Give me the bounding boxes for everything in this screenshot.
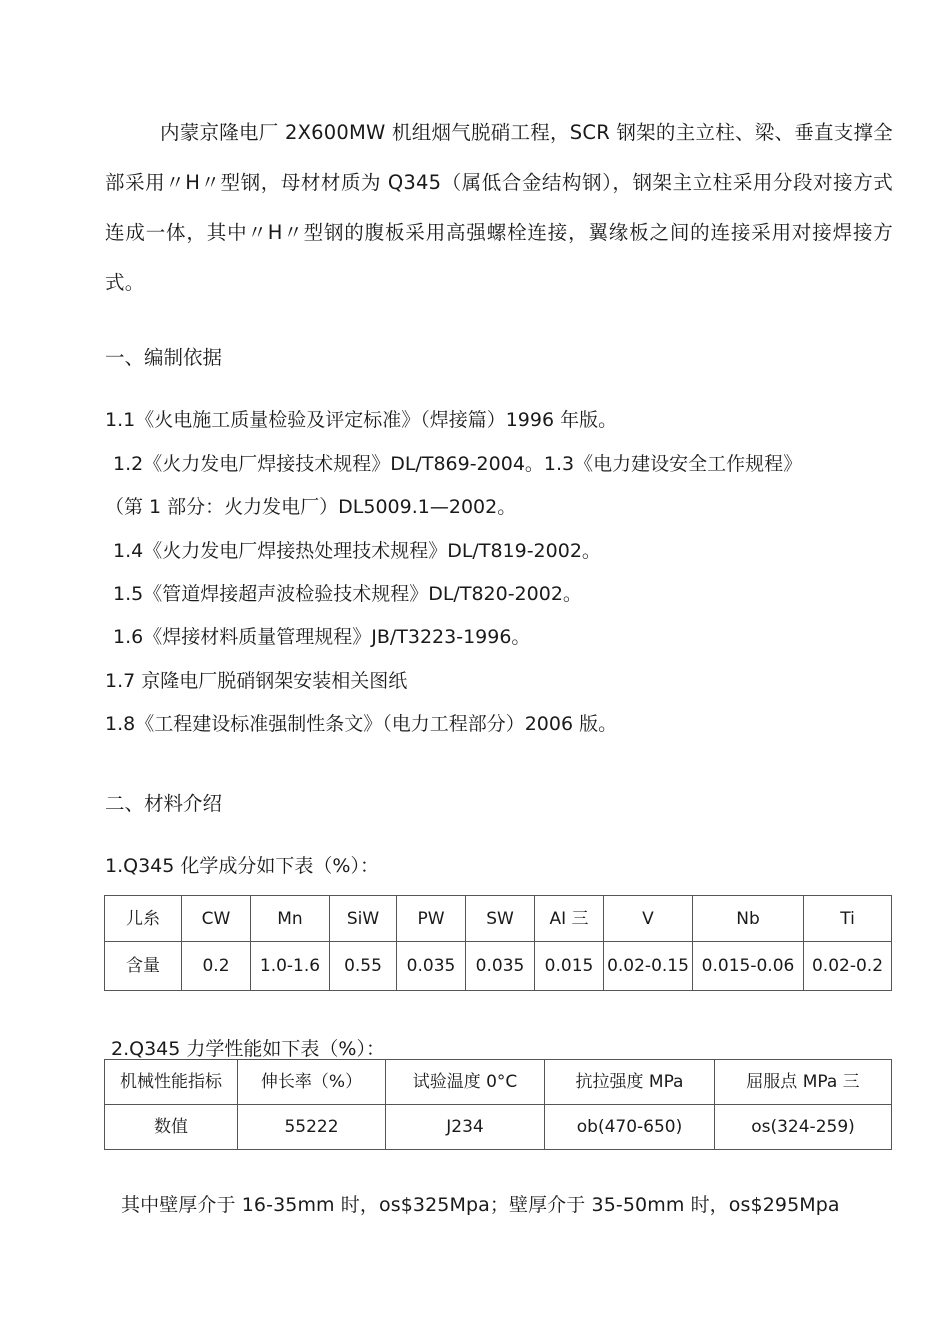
reference-item: 1.2《火力发电厂焊接技术规程》DL/T869-2004。1.3《电力建设安全工作规程》 — [113, 453, 803, 475]
table-cell: Ti — [804, 896, 892, 942]
table-cell: 含量 — [105, 942, 182, 991]
table-cell: 伸长率（%） — [238, 1060, 386, 1105]
table-header-row — [105, 896, 892, 942]
table-cell: SiW — [330, 896, 397, 942]
table-cell: 0.035 — [466, 942, 535, 991]
mech-table-caption: 2.Q345 力学性能如下表（%）： — [111, 1038, 385, 1060]
table-cell: 屈服点 MPa 三 — [715, 1060, 892, 1105]
mechanical-properties-table — [104, 1059, 892, 1150]
table-cell: 0.015 — [535, 942, 604, 991]
chem-table-caption: 1.Q345 化学成分如下表（%）： — [105, 855, 379, 877]
chemical-composition-table — [104, 895, 892, 991]
table-cell: 0.2 — [182, 942, 251, 991]
reference-item: 1.8《工程建设标准强制性条文》（电力工程部分）2006 版。 — [105, 713, 618, 735]
intro-paragraph: 内蒙京隆电厂 2X600MW 机组烟气脱硝工程，SCR 钢架的主立柱、梁、垂直支撑全部采用〃H〃型钢，母材材质为 Q345（属低合金结构钢），钢架主立柱采用分段对接方式连成一体，其中〃H〃型钢的腹板采用高强螺栓连接，翼缘板之间的连接采用对接焊接方式。 — [105, 121, 893, 294]
table-cell: CW — [182, 896, 251, 942]
table-cell: Nb — [693, 896, 804, 942]
section2-heading: 二、材料介绍 — [105, 792, 223, 815]
table-cell: 儿糸 — [105, 896, 182, 942]
table-cell: 0.02-0.2 — [804, 942, 892, 991]
table-cell: ob(470-650) — [545, 1105, 715, 1150]
table-cell: PW — [397, 896, 466, 942]
table-cell: 0.015-0.06 — [693, 942, 804, 991]
table-cell: 试验温度 0°C — [386, 1060, 545, 1105]
table-cell: 数值 — [105, 1105, 238, 1150]
table-cell: 55222 — [238, 1105, 386, 1150]
reference-item: 1.1《火电施工质量检验及评定标准》（焊接篇）1996 年版。 — [105, 409, 618, 431]
table-cell: 0.02-0.15 — [604, 942, 693, 991]
reference-item: （第 1 部分：火力发电厂）DL5009.1—2002。 — [105, 496, 517, 518]
table-cell: os(324-259) — [715, 1105, 892, 1150]
table-cell: 1.0-1.6 — [251, 942, 330, 991]
table-header-row — [105, 1060, 892, 1105]
table-cell: J234 — [386, 1105, 545, 1150]
table-cell: V — [604, 896, 693, 942]
table-cell: AI 三 — [535, 896, 604, 942]
reference-item: 1.6《焊接材料质量管理规程》JB/T3223-1996。 — [113, 626, 531, 648]
thickness-note: 其中壁厚介于 16-35mm 时，os$325Mpa；壁厚介于 35-50mm 时，os$295Mpa — [121, 1194, 840, 1216]
reference-item: 1.7 京隆电厂脱硝钢架安装相关图纸 — [105, 670, 408, 692]
reference-item: 1.4《火力发电厂焊接热处理技术规程》DL/T819-2002。 — [113, 540, 601, 562]
table-row — [105, 942, 892, 991]
table-cell: 0.55 — [330, 942, 397, 991]
reference-item: 1.5《管道焊接超声波检验技术规程》DL/T820-2002。 — [113, 583, 582, 605]
table-row — [105, 1105, 892, 1150]
table-cell: Mn — [251, 896, 330, 942]
table-cell: SW — [466, 896, 535, 942]
table-cell: 0.035 — [397, 942, 466, 991]
table-cell: 抗拉强度 MPa — [545, 1060, 715, 1105]
table-cell: 机械性能指标 — [105, 1060, 238, 1105]
section1-heading: 一、编制依据 — [105, 346, 223, 369]
